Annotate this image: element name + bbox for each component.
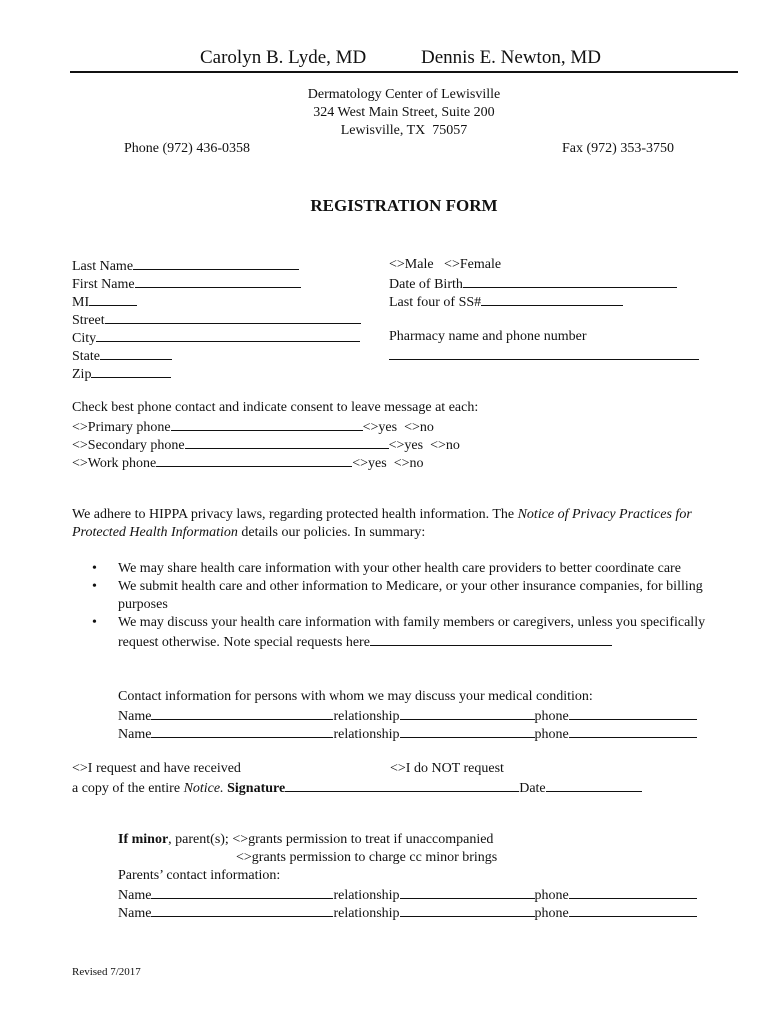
- contact-relationship-line[interactable]: [400, 724, 535, 738]
- work-phone-consent[interactable]: <>yes <>no: [352, 456, 424, 471]
- last-name-line[interactable]: [133, 256, 299, 270]
- if-minor-label: If minor: [118, 832, 169, 847]
- state-field[interactable]: [72, 346, 172, 366]
- pharmacy-label: Pharmacy name and phone number: [389, 329, 587, 344]
- bullet-text: We may discuss your health care information with family members or caregivers, unless you specifically request otherwise. Note special requests here: [118, 615, 706, 650]
- contact-name-label: Name: [118, 727, 152, 742]
- clinic-address-line1: 324 West Main Street, Suite 200: [313, 105, 495, 120]
- parent-relationship-label: relationship: [333, 906, 400, 921]
- contact-relationship-label: relationship: [333, 709, 400, 724]
- doctor-name-2: Dennis E. Newton, MD: [421, 47, 601, 68]
- mi-field[interactable]: [72, 292, 137, 312]
- dob-label: Date of Birth: [389, 277, 463, 292]
- pharmacy-field[interactable]: [389, 346, 699, 366]
- parent-phone-line[interactable]: [569, 885, 697, 899]
- primary-phone-line[interactable]: [171, 417, 363, 431]
- parent-phone-line[interactable]: [569, 903, 697, 917]
- minor-treat-text: , parent(s); <>grants permission to treat if unaccompanied: [168, 832, 494, 847]
- contact-name-label: Name: [118, 709, 152, 724]
- parents-contact-label: Parents’ contact information:: [118, 868, 281, 883]
- first-name-line[interactable]: [135, 274, 301, 288]
- dob-field[interactable]: [389, 274, 677, 294]
- parent-phone-label: phone: [534, 906, 569, 921]
- clinic-fax: Fax (972) 353-3750: [562, 141, 674, 156]
- parent-relationship-line[interactable]: [400, 903, 535, 917]
- hipaa-text-1: We adhere to HIPPA privacy laws, regarding protected health information. The: [72, 507, 518, 522]
- primary-phone-field[interactable]: [72, 417, 434, 437]
- signature-label: Signature: [227, 781, 286, 796]
- contact-relationship-label: relationship: [333, 727, 400, 742]
- contact-name-line[interactable]: [151, 724, 333, 738]
- street-field[interactable]: [72, 310, 361, 330]
- parent-relationship-line[interactable]: [400, 885, 535, 899]
- clinic-name: Dermatology Center of Lewisville: [307, 87, 501, 102]
- work-phone-label: <>Work phone: [72, 456, 157, 471]
- last-name-field[interactable]: [72, 256, 299, 276]
- hipaa-summary-list: [92, 560, 742, 652]
- parent-contact-row[interactable]: [118, 885, 697, 905]
- parent-name-line[interactable]: [151, 903, 333, 917]
- dob-line[interactable]: [463, 274, 677, 288]
- zip-label: Zip: [72, 367, 92, 382]
- city-line[interactable]: [96, 328, 360, 342]
- ssn-field[interactable]: [389, 292, 623, 312]
- contact-phone-label: phone: [534, 727, 569, 742]
- special-requests-line[interactable]: [370, 632, 612, 646]
- secondary-phone-line[interactable]: [185, 435, 389, 449]
- signature-line[interactable]: [285, 778, 519, 792]
- parent-name-label: Name: [118, 888, 152, 903]
- work-phone-line[interactable]: [156, 453, 352, 467]
- bullet-text: We may share health care information with your other health care providers to better coordinate care: [118, 561, 681, 576]
- bullet-text: We submit health care and other information to Medicare, or your other insurance companies, for billing purposes: [118, 579, 703, 612]
- date-label: Date: [519, 781, 546, 796]
- primary-phone-consent[interactable]: <>yes <>no: [362, 420, 434, 435]
- clinic-phone: Phone (972) 436-0358: [124, 141, 250, 156]
- minor-permission-charge[interactable]: <>grants permission to charge cc minor brings: [236, 850, 498, 865]
- header-divider: [70, 71, 738, 73]
- list-item: [92, 560, 742, 578]
- parent-contact-row[interactable]: [118, 903, 697, 923]
- last-name-label: Last Name: [72, 259, 134, 274]
- notice-request-option[interactable]: <>I request and have received: [72, 761, 241, 776]
- revision-date: Revised 7/2017: [72, 966, 141, 978]
- pharmacy-line[interactable]: [389, 346, 699, 360]
- notice-not-request-option[interactable]: <>I do NOT request: [390, 761, 504, 776]
- contact-phone-line[interactable]: [569, 706, 697, 720]
- parent-name-line[interactable]: [151, 885, 333, 899]
- state-label: State: [72, 349, 100, 364]
- city-field[interactable]: [72, 328, 360, 348]
- street-line[interactable]: [105, 310, 361, 324]
- work-phone-field[interactable]: [72, 453, 424, 473]
- parent-name-label: Name: [118, 906, 152, 921]
- contact-row[interactable]: [118, 724, 697, 744]
- mi-label: MI: [72, 295, 90, 310]
- list-item: [92, 578, 742, 614]
- mi-line[interactable]: [89, 292, 137, 306]
- form-title: REGISTRATION FORM: [310, 196, 498, 215]
- state-line[interactable]: [100, 346, 172, 360]
- hipaa-paragraph: [72, 506, 738, 542]
- zip-line[interactable]: [91, 364, 171, 378]
- contact-phone-label: phone: [534, 709, 569, 724]
- notice-word: Notice.: [183, 781, 224, 796]
- secondary-phone-consent[interactable]: <>yes <>no: [388, 438, 460, 453]
- notice-copy-text: a copy of the entire: [72, 781, 184, 796]
- contact-row[interactable]: [118, 706, 697, 726]
- secondary-phone-label: <>Secondary phone: [72, 438, 185, 453]
- clinic-address-line2: Lewisville, TX 75057: [340, 123, 468, 138]
- ssn-label: Last four of SS#: [389, 295, 482, 310]
- ssn-line[interactable]: [481, 292, 623, 306]
- first-name-label: First Name: [72, 277, 135, 292]
- hipaa-notice-title: Notice of Privacy Practices for Protected Health Information: [72, 507, 692, 540]
- list-item: [92, 614, 742, 652]
- parent-phone-label: phone: [534, 888, 569, 903]
- minor-permission-treat[interactable]: [118, 831, 493, 849]
- doctor-name-1: Carolyn B. Lyde, MD: [200, 47, 367, 68]
- contacts-intro: Contact information for persons with whom we may discuss your medical condition:: [118, 689, 593, 704]
- parent-relationship-label: relationship: [333, 888, 400, 903]
- primary-phone-label: <>Primary phone: [72, 420, 171, 435]
- city-label: City: [72, 331, 97, 346]
- signature-row[interactable]: [72, 778, 642, 798]
- hipaa-text-2: details our policies. In summary:: [237, 525, 426, 540]
- sex-options[interactable]: <>Male <>Female: [389, 257, 502, 272]
- street-label: Street: [72, 313, 105, 328]
- contact-relationship-line[interactable]: [400, 706, 535, 720]
- contact-name-line[interactable]: [151, 706, 333, 720]
- contact-phone-line[interactable]: [569, 724, 697, 738]
- phone-consent-intro: Check best phone contact and indicate consent to leave message at each:: [72, 400, 479, 415]
- date-line[interactable]: [546, 778, 642, 792]
- zip-field[interactable]: [72, 364, 171, 384]
- secondary-phone-field[interactable]: [72, 435, 460, 455]
- first-name-field[interactable]: [72, 274, 301, 294]
